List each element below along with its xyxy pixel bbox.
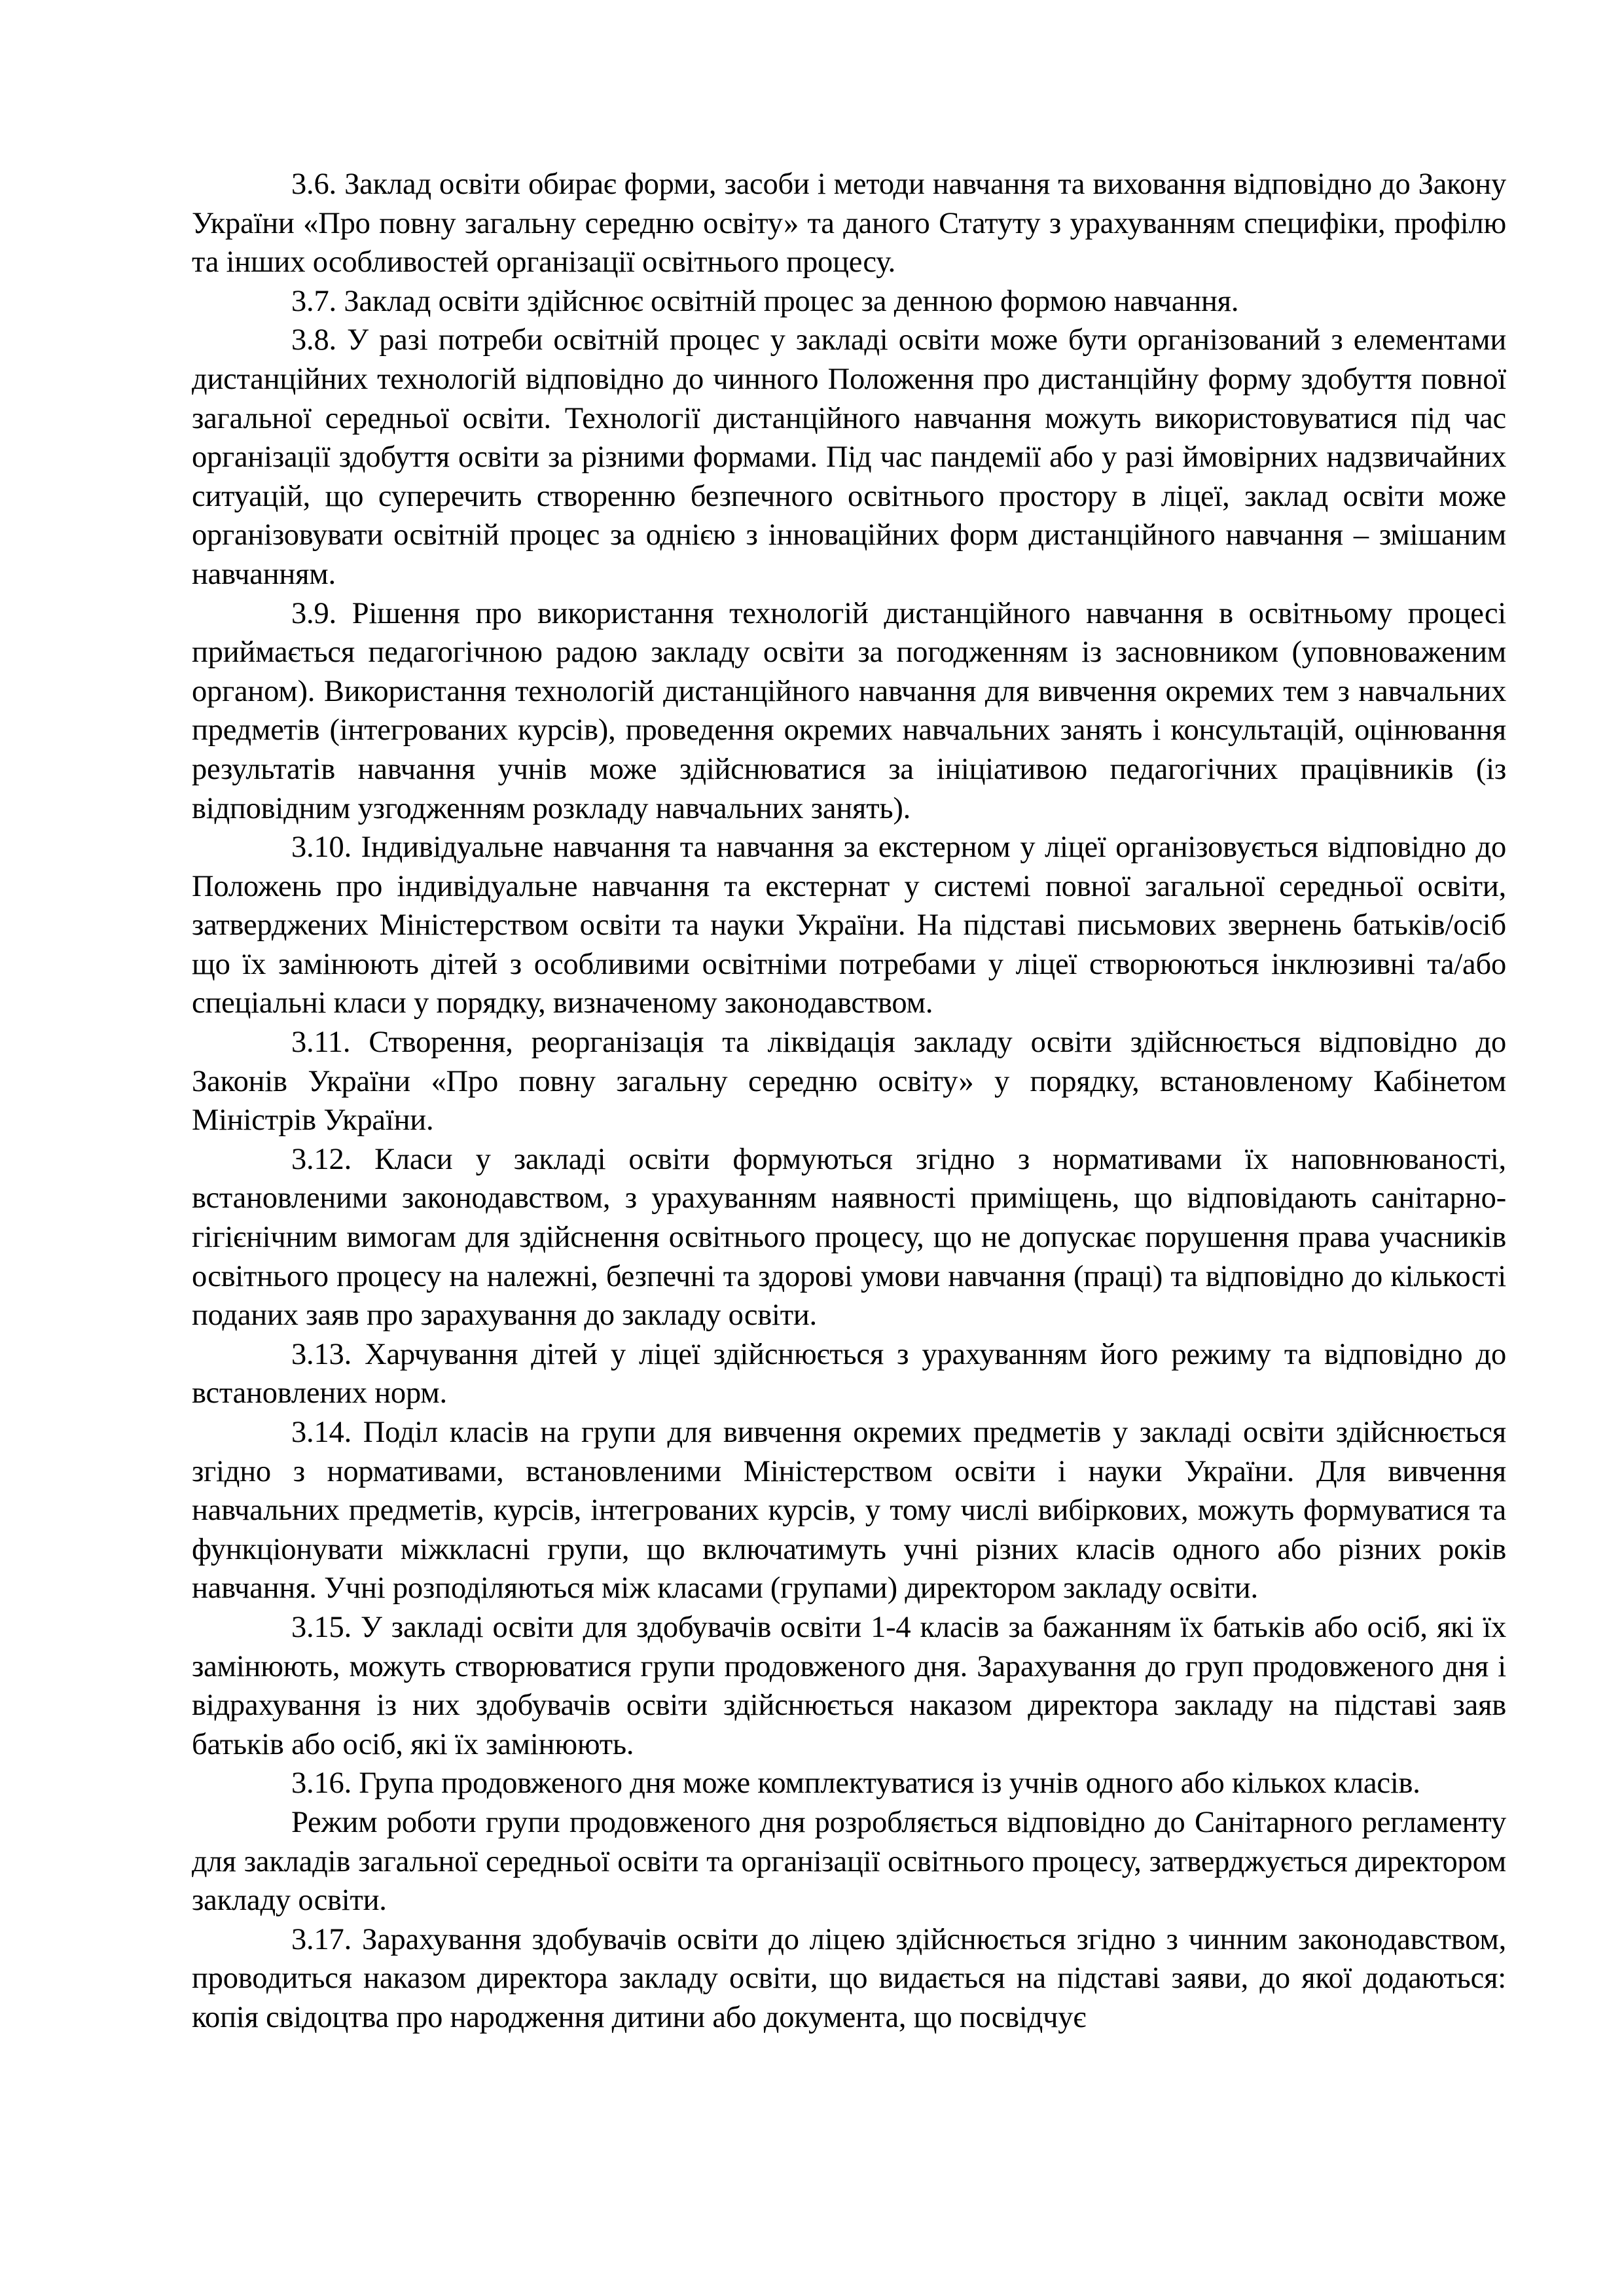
document-page bbox=[192, 165, 1506, 2037]
paragraph-3-15: 3.15. У закладі освіти для здобувачів освіти 1-4 класів за бажанням їх батьків або осіб, які їх замінюють, можуть створюватися групи продовженого дня. Зарахування до груп продовженого дня і відрахування із них здобувачів освіти здійснюється наказом директора закладу на підставі заяв батьків або осіб, які їх замінюють. bbox=[192, 1610, 1506, 1761]
paragraph-3-6: 3.6. Заклад освіти обирає форми, засоби і методи навчання та виховання відповідно до Закону України «Про повну загальну середню освіту» та даного Статуту з урахуванням специфіки, профілю та інших особливостей організації освітнього процесу. bbox=[192, 168, 1506, 279]
paragraph-3-13: 3.13. Харчування дітей у ліцеї здійснюється з урахуванням його режиму та відповідно до встановлених норм. bbox=[192, 1337, 1506, 1410]
paragraph-extended-day-schedule: Режим роботи групи продовженого дня розробляється відповідно до Санітарного регламенту для закладів загальної середньої освіти та організації освітнього процесу, затверджується директором закладу освіти. bbox=[192, 1805, 1506, 1918]
paragraph-3-11: 3.11. Створення, реорганізація та ліквідація закладу освіти здійснюється відповідно до Законів України «Про повну загальну середню освіту» у порядку, встановленому Кабінетом Міністрів України. bbox=[192, 1026, 1506, 1138]
paragraph-3-10: 3.10. Індивідуальне навчання та навчання за екстерном у ліцеї організовується відповідно до Положень про індивідуальне навчання та екстернат у системі повної загальної середньої освіти, затверджених Міністерством освіти та науки України. На підставі письмових звернень батьків/осіб що їх замінюють дітей з особливими освітніми потребами у ліцеї створюються інклюзивні та/або спеціальні класи у порядку, визначеному законодавством. bbox=[192, 831, 1506, 1020]
paragraph-3-14: 3.14. Поділ класів на групи для вивчення окремих предметів у закладі освіти здійснюється згідно з нормативами, встановленими Міністерством освіти і науки України. Для вивчення навчальних предметів, курсів, інтегрованих курсів, у тому числі вибіркових, можуть формуватися та функціонувати міжкласні групи, що включатимуть учні різних класів одного або різних років навчання. Учні розподіляються між класами (групами) директором закладу освіти. bbox=[192, 1416, 1506, 1605]
paragraph-3-16: 3.16. Група продовженого дня може комплектуватися із учнів одного або кількох класів. bbox=[291, 1767, 1420, 1801]
paragraph-3-9: 3.9. Рішення про використання технологій дистанційного навчання в освітньому процесі приймається педагогічною радою закладу освіти за погодженням із засновником (уповноваженим органом). Використання технологій дистанційного навчання для вивчення окремих тем з навчальних предметів (інтегрованих курсів), проведення окремих навчальних занять і консультацій, оцінювання результатів навчання учнів може здійснюватися за ініціативою педагогічних працівників (із відповідним узгодженням розкладу навчальних занять). bbox=[192, 596, 1506, 825]
paragraph-3-12: 3.12. Класи у закладі освіти формуються згідно з нормативами їх наповнюваності, встановленими законодавством, з урахуванням наявності приміщень, що відповідають санітарно-гігієнічним вимогам для здійснення освітнього процесу, що не допускає порушення права учасників освітнього процесу на належні, безпечні та здорові умови навчання (праці) та відповідно до кількості поданих заяв про зарахування до закладу освіти. bbox=[192, 1142, 1506, 1333]
paragraph-3-7: 3.7. Заклад освіти здійснює освітній процес за денною формою навчання. bbox=[291, 284, 1239, 318]
paragraph-3-8: 3.8. У разі потреби освітній процес у закладі освіти може бути організований з елементами дистанційних технологій відповідно до чинного Положення про дистанційну форму здобуття повної загальної середньої освіти. Технології дистанційного навчання можуть використовуватися під час організації здобуття освіти за різними формами. Під час пандемії або у разі ймовірних надзвичайних ситуацій, що суперечить створенню безпечного освітнього простору в ліцеї, заклад освіти може організовувати освітній процес за однією з інноваційних форм дистанційного навчання – змішаним навчанням. bbox=[192, 323, 1506, 591]
paragraph-3-17: 3.17. Зарахування здобувачів освіти до ліцею здійснюється згідно з чинним законодавством, проводиться наказом директора закладу освіти, що видається на підставі заяви, до якої додаються: копія свідоцтва про народження дитини або документа, що посвідчує bbox=[192, 1922, 1506, 2034]
